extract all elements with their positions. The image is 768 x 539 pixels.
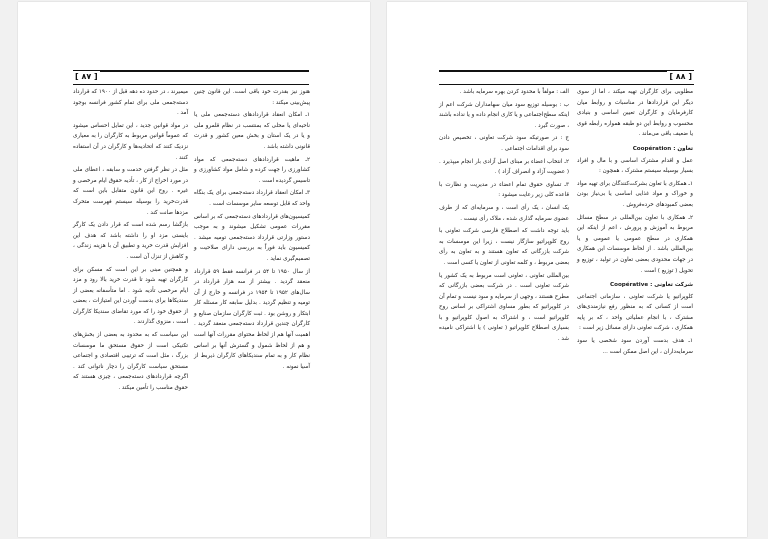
right-page xyxy=(387,2,747,537)
paragraph: این سیاست که به محدود به بعضی از بخش‌های تکنیکی است از حقوق مستحق ما موسسات بزرگ ، مثل است که ترتیبی اقتصادی و اجتماعی مستحق سیاست کارگران را دچار ناتوانی کند . اگرچه قراردادهای دسته‌جمعی ، چیزی هستند که حقوق مناسب را تأمین میکند . xyxy=(73,332,188,392)
paragraph: الف : مولفاً با محدود کردن بهره سرمایه باشد . xyxy=(459,89,569,95)
paragraph: بازگشا رسم شده است که قرار دادن یک کارگر بایستی مزد او را داشته باشد که هدف این افزایش قدرت خرید و تطبیق آن با هزینه زندگی ، و کاهش از تنزل آن است . xyxy=(73,222,188,260)
section-heading: شرکت تعاونی : Coopérative xyxy=(610,282,693,289)
paragraph: مثل در نظر گرفتن خدمت و سابقه ، اعطای ملی در مورد اخراج از کار ، تأدیه حقوق ایام مرخصی و غیره . روح این قانون متقابل باین است که قدرت‌خرید را بوسیله سیستم فهرست متحرک مزدها صانت کند . xyxy=(73,167,188,216)
paragraph: بین‌المللی تعاونی ، تعاونی است مربوط به یک کشور یا شرکت تعاونی است . در شرکت بعضی بازرگانی که مطرح هستند ، وجهی از سرمایه و سود نیست و تمام آن در کلوپراتیو که بطور مساوی اشتراکی بر اساس روح کلوپراتیو است ، و اشتراک به اصول کلوپراتیو و با بسیاری اصطلاح کلوپراتیو ( تعاونی ) یا اشتراکی نامیده شد . xyxy=(439,272,569,343)
paragraph: ب : بوسیله توزیع سود میان سهامداران شرکت اعم از اینکه سطح‌اجتماعی و یا کاری انجام داده و یا نداده باشند ، صورت گیرد . xyxy=(439,101,569,129)
paragraph: ۱ـ همکاری با تعاون بشرکت‌کنندگان برای تهیه مواد و خوراک و مواد غذایی اساسی یا بی‌نیاز بودن بعضی کمبودهای خرده‌فروش . xyxy=(577,180,693,208)
paragraph: ۲ـ ماهیت قراردادهای دسته‌جمعی که مواد کشاورزی را جهت کرده و شامل مواد کشاورزی و تاسیس گردیده است . xyxy=(194,156,310,184)
paragraph: عمل و اقدام مشترک اساسی و با مال و افراد بسیار بوسیله سیستم مشترک ، همچون : xyxy=(577,157,693,175)
paragraph: ۳ـ تساوی حقوق تمام اعضاء در مدیریت و نظارت با قاعده کلی زیر رعایت میشود : xyxy=(439,181,569,199)
paragraph: در مواد قوانین جدید ، این تمایل احساس میشود که عموماً قوانین مربوط به کارگران را به معیاری نزدیک کنند که اتحادیه‌ها و کارگران در آن استفاده کنند . xyxy=(73,122,188,161)
paragraph: ۱ـ امکان انعقاد قراردادهای دسته‌جمعی ملی یا ناحیه‌ای یا محلی که بمنتسب در نظام قلمرو ملی و یا در یک استان و بخش معین کشور و قدرت قانونی داشته باشد . xyxy=(194,112,310,150)
paragraph: ج : در صورتیکه سود شرکت تعاونی ، تخصیص دادن سود برای اقدامات اجتماعی . xyxy=(439,135,569,152)
paragraph: ۱ـ هدف بدست آوردن سود شخصی یا سود سرمایه‌داران ، این اصل ممکن است ... xyxy=(577,338,693,355)
paragraph: یک انسان ، یک رأی است ، و سرمایه‌ای که از طرف عضوی سرمایه گذاری شده ، ملاک رأی نیست . xyxy=(439,204,569,222)
paragraph: کمیسیون‌های قراردادهای دسته‌جمعی که بر اساس مقررات عمومی تشکیل میشوند و به موجب دستور وزارتی قرارداد دسته‌جمعی تومیه میشد . کمیسیون باید فوراً به بررسی دارای صلاحیت و تصمیم‌گیری نماید . xyxy=(194,213,310,262)
left-page-left-column xyxy=(73,87,188,457)
paragraph: ۲ـ همکاری با تعاون بین‌المللی در سطح مسائل مربوط به آموزش و پرورش ، اعم از اینکه این همکاری در سطح عمومی یا عمومی و یا بین‌المللی باشد . از لحاظ موسسات این همکاری در جهات محدودی بعضی تعاون در تولید ، توزیع و تحویل ( توزیع ) است . xyxy=(577,214,693,274)
paragraph: میمیرند ، در حدود ده دهه قبل از ۱۹۰۰ که قرارداد دسته‌جمعی ملی برای تمام کشور فرانسه بوجود آمد . xyxy=(73,89,188,117)
paragraph: ۳ـ امکان انعقاد قرارداد دسته‌جمعی برای یک بنگاه واحد که قابل توسعه سایر موسسات است . xyxy=(194,190,310,207)
paragraph: و همچنین مبنی بر این است که مسکن برای کارگران تهیه شود تا قدرت خرید بالا رود و مزد ایام مرخصی تأدیه شود . اما متأسفانه بعضی از سندیکاها برای بدست آوردن این امتیازات ، بعضی از حقوق خود را که مورد تقاضای سندیکا کارگران است ، منزوی گذاردند . xyxy=(73,266,188,326)
paragraph: کلوپراتیو یا شرکت تعاونی ، سازمانی اجتماعی است از کسانی که به منظور رفع نیازمندی‌های مشترک ، با انجام عملیاتی واحد ، که بر پایه همکاری ، شرکت تعاونی دارای مسائل زیر است : xyxy=(577,293,693,332)
right-page-left-column xyxy=(439,87,569,477)
paragraph: باید توجه داشت که اصطلاح فارسی شرکت تعاونی با روح کلوپراتیو سازگار نیست ، زیرا این موسسات به شرکت بازرگانی که تعاون هستند و به تعاون به رأی بعضی مربوط ، و کلمه تعاونی از تعاون یا کسی است . xyxy=(439,228,569,266)
right-page-header xyxy=(439,70,694,85)
paragraph: هنوز نیز بقدرت خود باقی است. این قانون چنین پیش‌بینی میکند : xyxy=(194,89,310,106)
left-page-header xyxy=(73,70,309,85)
right-page-right-column xyxy=(577,87,693,477)
paragraph: مطلوبی برای کارگران تهیه میکند ، اما از سوی دیگر این قراردادها در مناسبات و روابط میان کارفرمایان و کارگران تعیین اساسی و بنیادی محسوب و روابط این دو طبقه همواره رابطه قوی یا ضعیف باقی می‌ماند . xyxy=(577,89,693,138)
left-page-right-column xyxy=(194,87,310,457)
right-page-number: [ ۸۸ ] xyxy=(669,72,692,81)
left-page xyxy=(18,2,370,537)
paragraph: ۲ـ انتخاب اعضاء بر مبنای اصل آزادی بار انجام میپذیرد . ( عضویت آزاد و انصراف آزاد ) . xyxy=(439,158,569,176)
section-heading: تعاون : Coopération xyxy=(632,145,693,152)
paragraph: از سال ۱۹۵۰ تا ۵۴ در فرانسه فقط ۵۹ قرارداد منعقد گردید . بیشتر از سه هزار قرارداد در سال‌های ۱۹۵۲ تا ۱۹۵۴ در فرانسه و خارج از آن تومیه و تنظیم گردید . بدلیل سابقه کار مسئله کار ابتکار و روشن بود . ثبت کارگران سازمان صنایع و کارگران چندین قرارداد دسته‌جمعی منعقد گردید . اهمیت آنها هم از لحاظ محتوای مقررات آنها است و هم از لحاظ شمول و گسترش آنها بر اساس نظام کار و به تمام سندیکاهای کارگران ذیربط از آسیا نمونه . xyxy=(194,268,310,370)
left-page-number: [ ۸۷ ] xyxy=(75,72,98,81)
